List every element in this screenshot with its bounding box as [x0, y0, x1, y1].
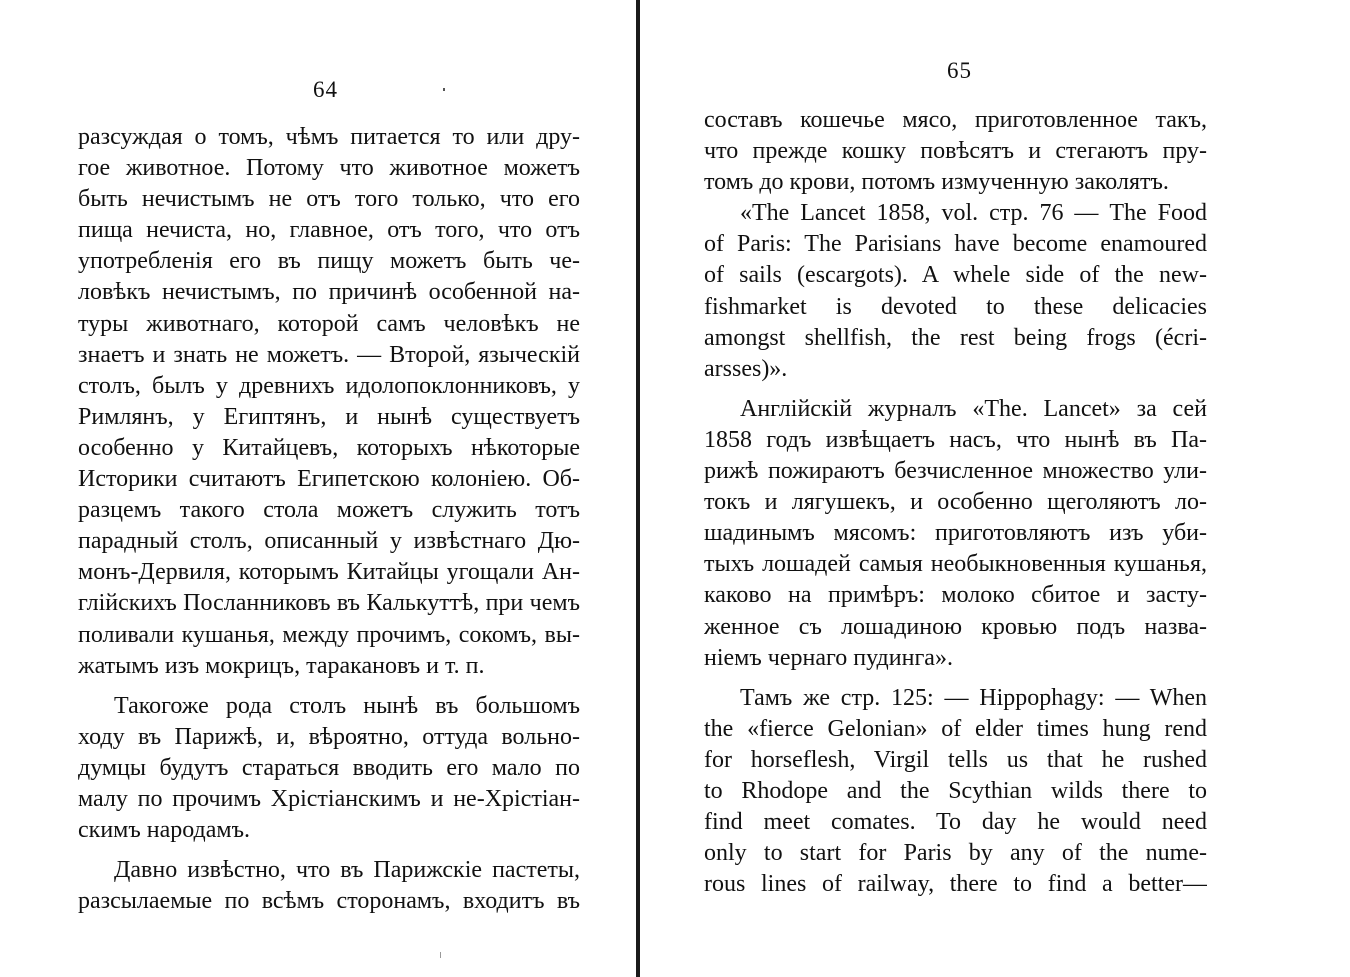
text-line: каково на примѣръ: молоко сбитое и засту-: [704, 582, 1207, 609]
text-line: малу по прочимъ Хрістіанскимъ и не-Хрістіан-: [78, 785, 580, 812]
book-gutter: [636, 0, 640, 977]
text-line: Англійскій журналъ «The. Lancet» за сей: [740, 395, 1207, 422]
text-line: for horseflesh, Virgil tells us that he rushed: [704, 746, 1207, 773]
text-line: разсылаемые по всѣмъ сторонамъ, входитъ въ: [78, 888, 580, 915]
text-line: the «fierce Gelonian» of elder times hung rend: [704, 715, 1207, 742]
speck: [440, 952, 441, 958]
text-line: что прежде кошку повѣсятъ и стегаютъ пру-: [704, 138, 1207, 165]
text-line: гое животное. Потому что животное можетъ: [78, 155, 580, 182]
text-line: of sails (escargots). A whele side of the new-: [704, 262, 1207, 289]
text-line: тыхъ лошадей самыя необыкновенныя кушанья,: [704, 551, 1207, 578]
text-line: женное съ лошадиною кровью подъ назва-: [704, 613, 1207, 640]
text-line: 1858 годъ извѣщаетъ насъ, что нынѣ въ Па-: [704, 426, 1207, 453]
text-line: разцемъ такого стола можетъ служить тотъ: [78, 497, 580, 524]
text-line: rous lines of railway, there to find a better—: [704, 871, 1207, 898]
text-line: быть нечистымъ не отъ того только, что его: [78, 186, 580, 213]
text-line: пища нечиста, но, главное, отъ того, что отъ: [78, 217, 580, 244]
page-number: 64: [313, 77, 338, 102]
text-line: томъ до крови, потомъ измученную заколятъ.: [704, 169, 1169, 196]
text-line: скимъ народамъ.: [78, 817, 251, 844]
text-line: разсуждая о томъ, чѣмъ питается то или дру-: [78, 124, 580, 150]
text-line: Историки считаютъ Египетскою колоніею. Об-: [78, 466, 580, 493]
text-line: ходу въ Парижѣ, и, вѣроятно, оттуда вольно-: [78, 723, 580, 750]
page-text: [78, 122, 580, 917]
text-line: шадинымъ мясомъ: приготовляютъ изъ уби-: [704, 520, 1207, 547]
text-line: особенно у Китайцевъ, которыхъ нѣкоторые: [78, 434, 580, 461]
text-line: ніемъ чернаго пудинга».: [704, 644, 953, 671]
text-line: Римлянъ, у Египтянъ, и нынѣ существуетъ: [78, 403, 580, 430]
text-line: find meet comates. To day he would need: [704, 809, 1207, 836]
text-line: only to start for Paris by any of the nume-: [704, 840, 1207, 867]
text-line: of Paris: The Parisians have become enamoured: [704, 231, 1207, 258]
text-line: amongst shellfish, the rest being frogs (écri-: [704, 324, 1207, 351]
right-page: [642, 0, 1350, 977]
text-line: употребленія его въ пищу можетъ быть че-: [78, 248, 580, 275]
text-line: рижѣ пожираютъ безчисленное множество ули-: [704, 458, 1207, 485]
text-line: думцы будутъ стараться вводить его мало по: [78, 754, 580, 781]
page-text: [704, 105, 1207, 900]
text-line: знаетъ и знать не можетъ. — Второй, языческій: [78, 341, 580, 368]
left-page: [0, 0, 636, 977]
text-line: Давно извѣстно, что въ Парижскіе пастеты,: [114, 857, 580, 884]
text-line: поливали кушанья, между прочимъ, сокомъ, вы-: [78, 621, 580, 648]
text-line: столъ, былъ у древнихъ идолопоклонниковъ, у: [78, 372, 580, 399]
text-line: монъ-Дервиля, которымъ Китайцы угощали Ан-: [78, 559, 580, 586]
text-line: arsses)».: [704, 355, 788, 382]
text-line: составъ кошечье мясо, приготовленное такъ,: [704, 107, 1207, 133]
text-line: Тамъ же стр. 125: — Hippophagy: — When: [740, 684, 1207, 711]
speck: [443, 88, 445, 91]
text-line: токъ и лягушекъ, и особенно щеголяютъ ло-: [704, 489, 1207, 516]
text-line: туры животнаго, которой самъ человѣкъ не: [78, 310, 580, 337]
text-line: Такогоже рода столъ нынѣ въ большомъ: [114, 692, 580, 719]
text-line: жатымъ изъ мокрицъ, таракановъ и т. п.: [78, 652, 485, 679]
text-line: «The Lancet 1858, vol. стр. 76 — The Food: [740, 200, 1207, 227]
text-line: ловѣкъ нечистымъ, по причинѣ особенной на-: [78, 279, 580, 306]
text-line: парадный столъ, описанный у извѣстнаго Дю-: [78, 528, 580, 555]
text-line: глійскихъ Посланниковъ въ Калькуттѣ, при чемъ: [78, 590, 580, 617]
page-number: 65: [947, 58, 972, 83]
text-line: fishmarket is devoted to these delicacies: [704, 293, 1207, 320]
text-line: to Rhodope and the Scythian wilds there to: [704, 777, 1207, 804]
